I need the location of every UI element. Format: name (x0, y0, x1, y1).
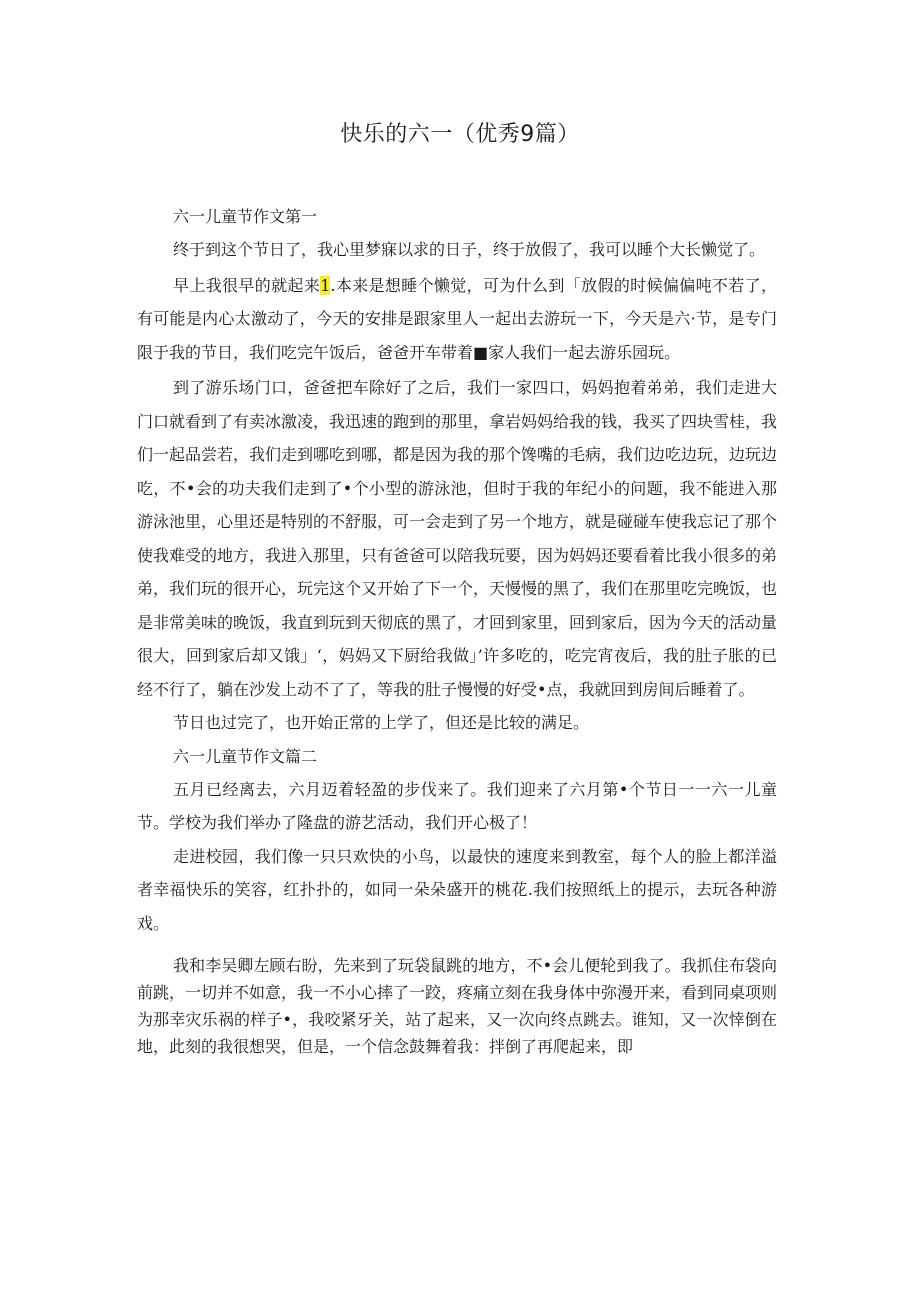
paragraph: 节日也过完了，也开始正常的上学了，但还是比较的满足。 (173, 713, 590, 732)
paragraph-text: .本来是想睡个懒觉，可为什么到「放假的时候偏偏吨不若了，有可能是内心太激动了，今天的安排是跟家里人一起出去游玩一下，今天是六·节，是专门限于我的节日，我们吃完午饭后，爸爸开车带着■家人我们一起去游乐园玩。 (137, 275, 777, 362)
paragraph: 走进校园，我们像一只只欢快的小鸟，以最快的速度来到教室，每个人的脸上都洋溢者幸福快乐的笑容，红扑扑的，如同一朵朵盛开的桃花.我们按照纸上的提示，去玩各种游戏。 (137, 846, 777, 933)
paragraph: 我和李吴卿左顾右盼，先来到了玩袋鼠跳的地方，不•会儿便轮到我了。我抓住布袋向前跳，一切并不如意，我一不小心摔了一跤，疼痛立刻在我身体中弥漫开来，看到同桌项则为那幸灾乐祸的样子•，我咬紧牙关，站了起来，又一次向终点跳去。谁知，又一次悻倒在地，此刻的我很想哭，但是，一个信念鼓舞着我：拌倒了再爬起来，即 (137, 956, 778, 1056)
document-title: 快乐的六一（优秀9篇） (340, 122, 580, 147)
section-heading-2: 六一儿童节作文篇二 (173, 746, 318, 766)
paragraph: 到了游乐场门口，爸爸把车除好了之后，我们一家四口，妈妈抱着弟弟，我们走进大门口就看到了有卖冰激凌，我迅速的跑到的那里，拿岩妈妈给我的钱，我买了四块雪桂，我们一起品尝若，我们走到哪吃到哪，都是因为我的那个馋嘴的毛病，我们边吃边玩，边玩边吃，不•会的功夫我们走到了•个小型的游泳池，但时于我的年纪小的问题，我不能进入那游泳池里，心里还是特别的不舒服，可一会走到了另一个地方，就是碰碰车使我忘记了那个使我难受的地方，我进入那里，只有爸爸可以陪我玩要，因为妈妈还要看着比我小很多的弟弟，我们玩的很开心，玩完这个又开始了下一个，天慢慢的黑了，我们在那里吃完晚饭，也是非常美味的晚饭，我直到玩到天彻底的黑了，才回到家里，回到家后，因为今天的活动量很大，回到家后却又饿」‘，妈妈又下厨给我做」’许多吃的，吃完宵夜后，我的肚子胀的已经不行了，躺在沙发上动不了了，等我的肚子慢慢的好受•点，我就回到房间后睡着了。 (137, 378, 778, 699)
paragraph: 终于到这个节日了，我心里梦寐以求的日子，终于放假了，我可以睡个大长懒觉了。 (173, 240, 766, 259)
highlighted-text: 1 (320, 275, 331, 295)
paragraph-text: 早上我很早的就起来 (173, 275, 321, 295)
paragraph-with-highlight (137, 269, 777, 370)
section-heading-1: 六一儿童节作文第一 (173, 207, 318, 226)
paragraph: 五月已经离去，六月迈着轻盈的步伐来了。我们迎来了六月第•个节日一一六一儿童节。学校为我们举办了隆盘的游艺活动，我们开心极了！ (137, 779, 777, 832)
document-body (137, 200, 777, 1060)
